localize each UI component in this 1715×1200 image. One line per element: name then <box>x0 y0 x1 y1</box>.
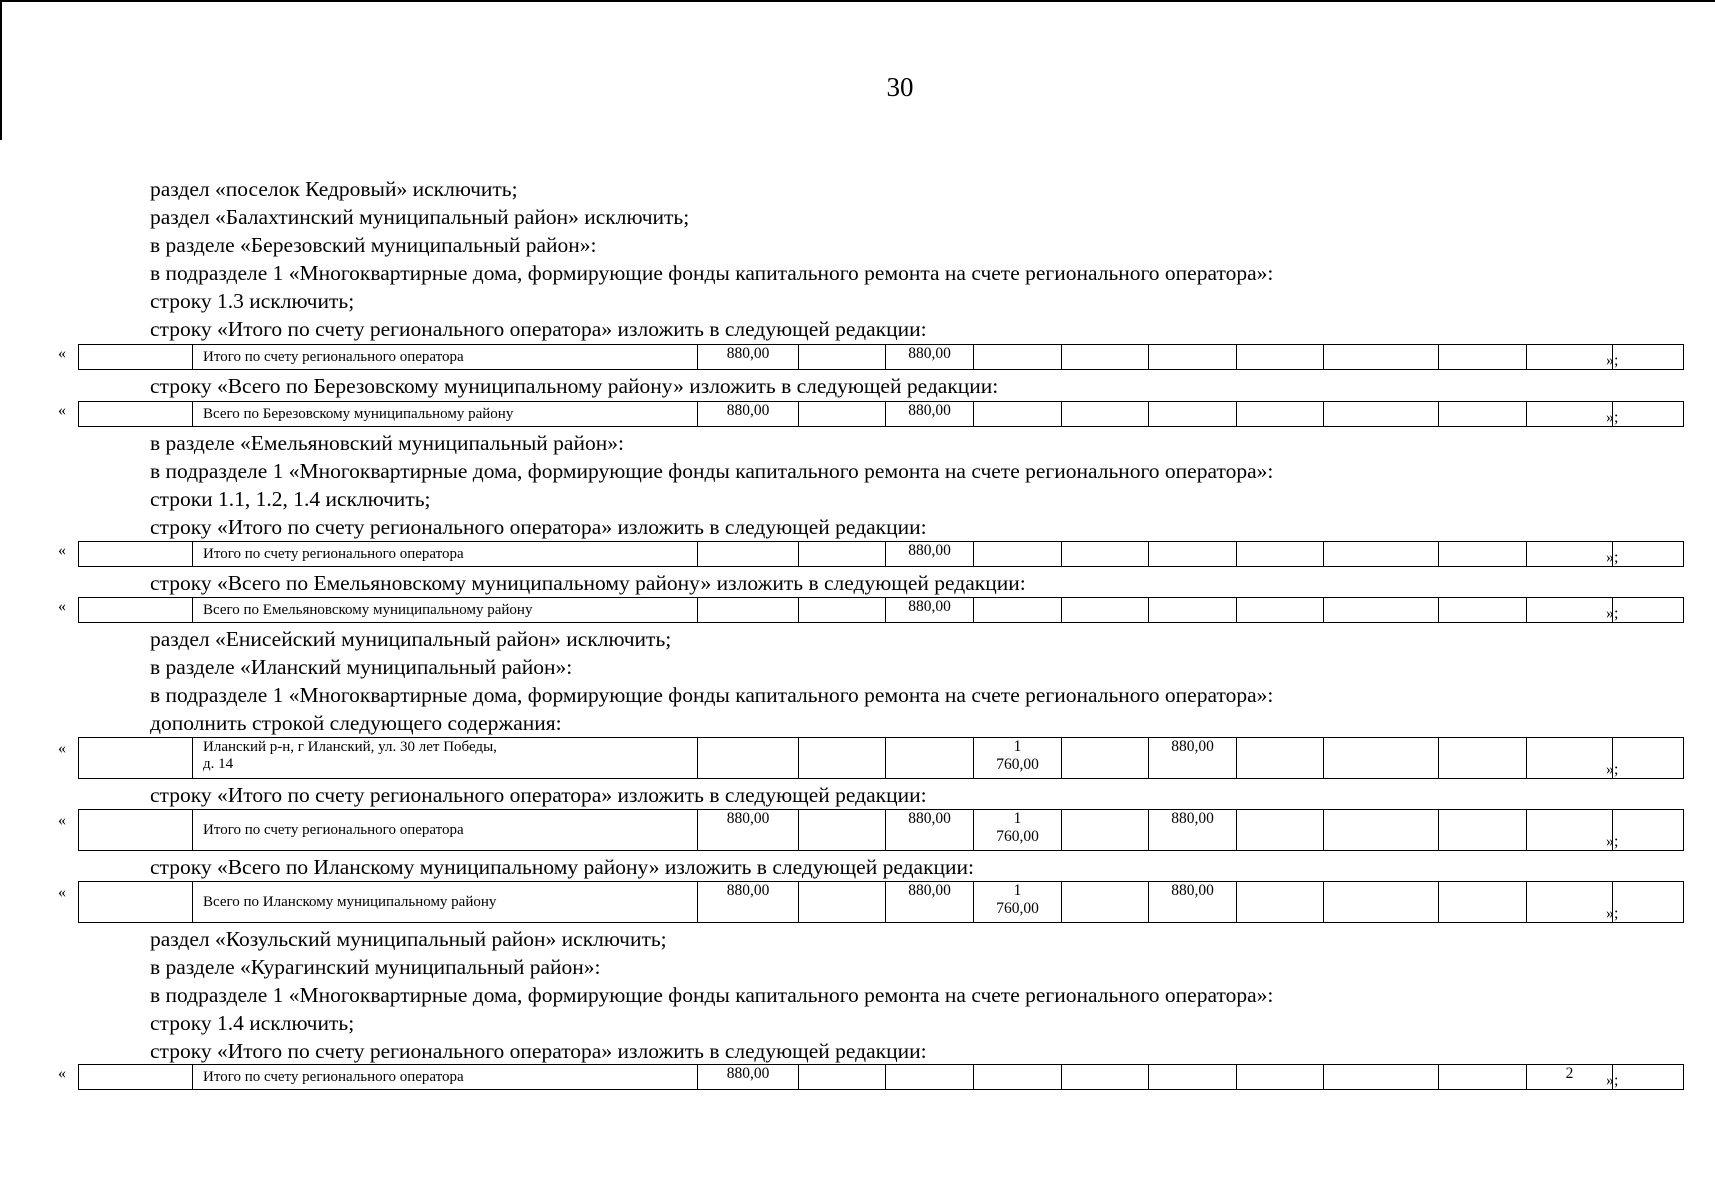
quote-open: « <box>58 402 66 419</box>
table-cell <box>1237 542 1324 567</box>
table-cell <box>1237 810 1324 851</box>
table-cell <box>79 738 193 779</box>
table-cell <box>698 542 799 567</box>
paragraph: в подразделе 1 «Многоквартирные дома, формирующие фонды капитального ремонта на счете регионального оператора»: <box>150 261 1274 285</box>
table-cell: 880,00 <box>698 345 799 370</box>
table-cell <box>1324 882 1439 923</box>
table-cell: 880,00 <box>886 345 974 370</box>
table-cell <box>1324 402 1439 427</box>
paragraph: в разделе «Емельяновский муниципальный район»: <box>150 431 624 455</box>
row-label: Итого по счету регионального оператора <box>193 810 698 851</box>
quote-open: « <box>58 812 66 829</box>
table-cell <box>1527 598 1613 623</box>
table-cell <box>799 598 886 623</box>
quote-close: »; <box>1606 605 1619 622</box>
table-cell <box>1439 1065 1527 1090</box>
table-cell: 880,00 <box>886 402 974 427</box>
scan-top-edge <box>0 0 1715 2</box>
table-cell <box>886 738 974 779</box>
table-row <box>78 597 1684 623</box>
scan-left-edge <box>0 0 2 140</box>
table-cell <box>799 345 886 370</box>
table-cell <box>1062 1065 1149 1090</box>
table-cell <box>1439 542 1527 567</box>
row-label: Всего по Иланскому муниципальному району <box>193 882 698 923</box>
table-row <box>78 1064 1684 1090</box>
table-cell <box>1439 402 1527 427</box>
table-cell <box>1324 598 1439 623</box>
row-label-line: Иланский р-н, г Иланский, ул. 30 лет Победы, <box>203 739 497 755</box>
quote-close: »; <box>1606 761 1619 778</box>
paragraph: строки 1.1, 1.2, 1.4 исключить; <box>150 487 431 511</box>
table-cell <box>799 542 886 567</box>
paragraph: в разделе «Березовский муниципальный район»: <box>150 233 597 257</box>
table-cell <box>1149 1065 1237 1090</box>
table-cell <box>1324 542 1439 567</box>
quote-close: »; <box>1606 549 1619 566</box>
table-cell <box>1613 882 1684 923</box>
table-cell <box>1613 810 1684 851</box>
table-cell <box>799 1065 886 1090</box>
table-cell <box>1527 810 1613 851</box>
table-cell <box>1527 345 1613 370</box>
table-cell <box>1149 598 1237 623</box>
table-cell <box>1613 345 1684 370</box>
quote-close: »; <box>1606 905 1619 922</box>
quote-close: »; <box>1606 409 1619 426</box>
cell-line: 1 <box>1013 882 1022 899</box>
paragraph: строку «Всего по Емельяновскому муниципальному району» изложить в следующей редакции: <box>150 571 1026 595</box>
row-label: Итого по счету регионального оператора <box>193 345 698 370</box>
row-label: Всего по Березовскому муниципальному району <box>193 402 698 427</box>
table-cell <box>79 810 193 851</box>
table-row <box>78 344 1684 370</box>
table-cell <box>974 542 1062 567</box>
paragraph: раздел «Козульский муниципальный район» исключить; <box>150 927 667 951</box>
table-cell <box>974 1065 1062 1090</box>
cell-line: 760,00 <box>996 900 1039 917</box>
paragraph: раздел «поселок Кедровый» исключить; <box>150 177 518 201</box>
table-cell <box>1237 598 1324 623</box>
table-cell <box>1439 882 1527 923</box>
table-cell: 880,00 <box>698 1065 799 1090</box>
table-cell <box>799 402 886 427</box>
page-number: 30 <box>886 72 914 102</box>
table-cell <box>1062 738 1149 779</box>
row-label-line: д. 14 <box>203 756 234 772</box>
cell-line: 760,00 <box>996 828 1039 845</box>
quote-open: « <box>58 884 66 901</box>
paragraph: дополнить строкой следующего содержания: <box>150 711 562 735</box>
table-cell <box>1062 542 1149 567</box>
table-cell <box>1062 345 1149 370</box>
table-cell: 880,00 <box>1149 738 1237 779</box>
table-cell <box>1062 402 1149 427</box>
paragraph: в подразделе 1 «Многоквартирные дома, формирующие фонды капитального ремонта на счете регионального оператора»: <box>150 683 1274 707</box>
cell-line: 1 <box>1013 738 1022 755</box>
table-cell <box>1527 738 1613 779</box>
table-cell <box>974 738 1062 779</box>
paragraph: строку «Итого по счету регионального оператора» изложить в следующей редакции: <box>150 783 927 807</box>
table-cell <box>1324 810 1439 851</box>
table-cell <box>799 810 886 851</box>
table-cell <box>79 542 193 567</box>
paragraph: строку «Итого по счету регионального оператора» изложить в следующей редакции: <box>150 515 927 539</box>
row-label: Итого по счету регионального оператора <box>193 542 698 567</box>
paragraph: строку 1.3 исключить; <box>150 289 355 313</box>
table-cell: 880,00 <box>886 542 974 567</box>
table-cell <box>799 738 886 779</box>
table-cell <box>974 882 1062 923</box>
quote-open: « <box>58 345 66 362</box>
table-cell <box>1439 738 1527 779</box>
quote-close: »; <box>1606 352 1619 369</box>
table-cell <box>1613 1065 1684 1090</box>
table-cell <box>1439 598 1527 623</box>
paragraph: строку «Всего по Иланскому муниципальному району» изложить в следующей редакции: <box>150 855 975 879</box>
quote-open: « <box>58 740 66 757</box>
table-cell <box>79 402 193 427</box>
table-cell <box>974 598 1062 623</box>
table-cell <box>1613 542 1684 567</box>
table-cell <box>698 598 799 623</box>
table-cell <box>1324 1065 1439 1090</box>
table-cell <box>974 345 1062 370</box>
paragraph: в подразделе 1 «Многоквартирные дома, формирующие фонды капитального ремонта на счете регионального оператора»: <box>150 983 1274 1007</box>
table-cell: 880,00 <box>1149 810 1237 851</box>
table-row <box>78 541 1684 567</box>
table-cell <box>79 1065 193 1090</box>
table-row <box>78 809 1684 851</box>
table-cell <box>1149 542 1237 567</box>
table-cell <box>1237 402 1324 427</box>
quote-open: « <box>58 598 66 615</box>
table-cell <box>79 598 193 623</box>
table-cell <box>79 345 193 370</box>
table-cell: 880,00 <box>886 810 974 851</box>
row-label: Итого по счету регионального оператора <box>193 1065 698 1090</box>
paragraph: строку 1.4 исключить; <box>150 1011 355 1035</box>
cell-line: 1 <box>1013 810 1022 827</box>
table-cell <box>1613 598 1684 623</box>
quote-close: »; <box>1606 1072 1619 1089</box>
table-cell <box>1237 882 1324 923</box>
table-row <box>78 401 1684 427</box>
table-cell <box>1527 542 1613 567</box>
table-cell: 880,00 <box>698 402 799 427</box>
table-cell <box>1062 882 1149 923</box>
table-cell <box>1324 738 1439 779</box>
table-cell <box>974 810 1062 851</box>
table-cell <box>886 1065 974 1090</box>
cell-line: 760,00 <box>996 756 1039 773</box>
table-cell <box>79 882 193 923</box>
table-cell: 880,00 <box>886 598 974 623</box>
table-cell <box>1613 738 1684 779</box>
table-cell: 880,00 <box>698 882 799 923</box>
paragraph: строку «Итого по счету регионального оператора» изложить в следующей редакции: <box>150 317 927 341</box>
table-cell <box>799 882 886 923</box>
table-cell <box>1324 345 1439 370</box>
quote-open: « <box>58 542 66 559</box>
table-cell: 2 <box>1527 1065 1613 1090</box>
paragraph: раздел «Енисейский муниципальный район» исключить; <box>150 627 672 651</box>
paragraph: в разделе «Курагинский муниципальный район»: <box>150 955 601 979</box>
table-cell <box>1149 402 1237 427</box>
quote-open: « <box>58 1065 66 1082</box>
table-cell: 880,00 <box>1149 882 1237 923</box>
table-cell <box>698 738 799 779</box>
table-cell <box>974 402 1062 427</box>
table-cell <box>1439 810 1527 851</box>
paragraph: в подразделе 1 «Многоквартирные дома, формирующие фонды капитального ремонта на счете регионального оператора»: <box>150 459 1274 483</box>
table-cell <box>1062 598 1149 623</box>
table-cell <box>1237 345 1324 370</box>
table-cell <box>1237 1065 1324 1090</box>
paragraph: строку «Итого по счету регионального оператора» изложить в следующей редакции: <box>150 1039 927 1063</box>
table-cell <box>1237 738 1324 779</box>
quote-close: »; <box>1606 833 1619 850</box>
table-row <box>78 737 1684 779</box>
table-row <box>78 881 1684 923</box>
table-cell <box>1149 345 1237 370</box>
paragraph: в разделе «Иланский муниципальный район»: <box>150 655 573 679</box>
row-label: Всего по Емельяновскому муниципальному району <box>193 598 698 623</box>
table-cell: 880,00 <box>886 882 974 923</box>
table-cell <box>1439 345 1527 370</box>
paragraph: раздел «Балахтинский муниципальный район» исключить; <box>150 205 690 229</box>
table-cell <box>1527 882 1613 923</box>
row-label <box>193 738 698 779</box>
table-cell <box>1062 810 1149 851</box>
paragraph: строку «Всего по Березовскому муниципальному району» изложить в следующей редакции: <box>150 374 999 398</box>
table-cell <box>1613 402 1684 427</box>
table-cell <box>1527 402 1613 427</box>
table-cell: 880,00 <box>698 810 799 851</box>
